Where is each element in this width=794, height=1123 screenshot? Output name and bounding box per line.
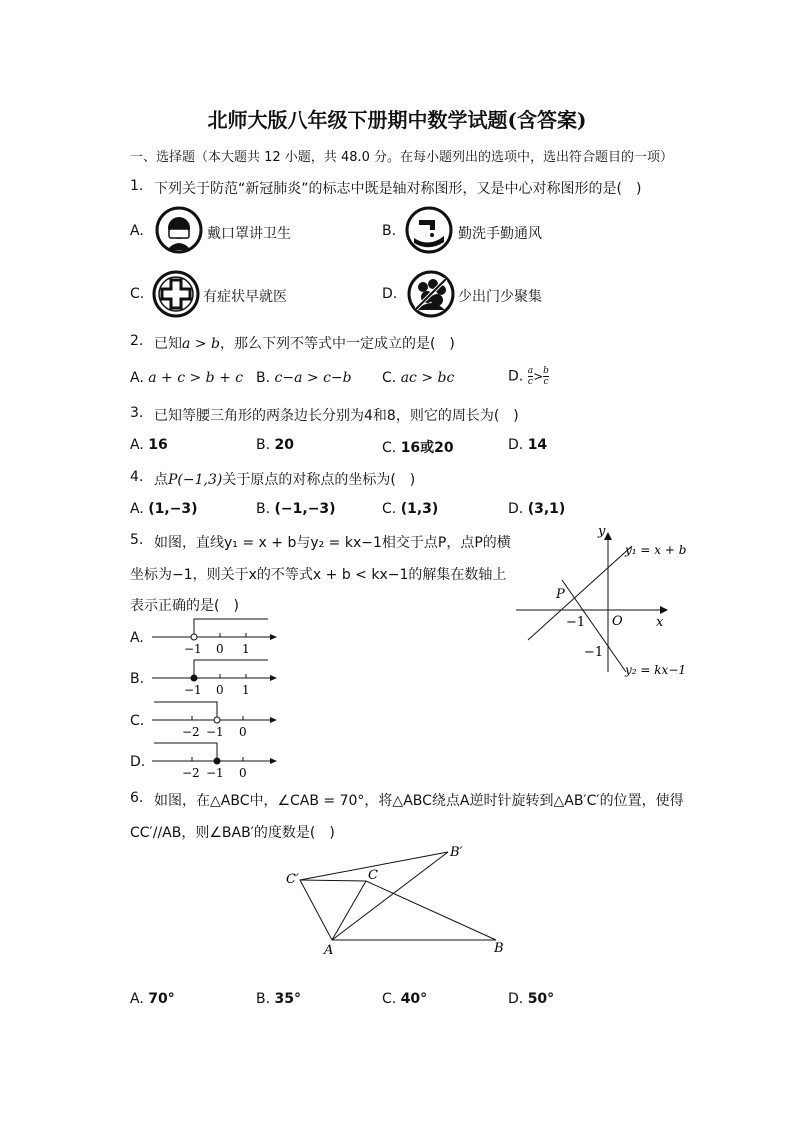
q2-number: 2.: [130, 333, 144, 349]
q2-option-b-letter: B.: [256, 370, 271, 386]
q4-option-d-letter: D.: [508, 501, 524, 517]
q2-option-b-text: c−a > c−b: [274, 370, 352, 386]
q6-option-d-text: 50°: [527, 991, 555, 1007]
q5-option-a-letter: A.: [130, 630, 144, 646]
frac1-num: a: [527, 366, 534, 376]
q3-option-a-letter: A.: [130, 437, 144, 453]
frac2-den: c: [543, 377, 549, 387]
q1-option-c-label: 有症状早就医: [203, 289, 287, 305]
tick-label: −1: [184, 683, 202, 697]
q2-option-c-letter: C.: [382, 370, 397, 386]
tick-label: −2: [182, 725, 200, 739]
q6-option-c: [382, 991, 427, 1007]
q6-option-b-text: 35°: [274, 991, 301, 1007]
q1-option-d-label: 少出门少聚集: [458, 289, 542, 305]
q6-option-a-letter: A.: [130, 991, 144, 1007]
tick-label: 0: [216, 683, 224, 697]
q5-number: 5.: [130, 532, 144, 548]
q2-option-b: [256, 370, 352, 386]
line-y1-label: y₁ = x + b: [625, 543, 687, 557]
point-a-label: A: [324, 943, 334, 958]
q1-option-a-label: 戴口罩讲卫生: [207, 226, 291, 242]
q5-option-a-number-line: [150, 615, 280, 657]
q5-coordinate-graph: [510, 522, 700, 682]
q4-option-a: [130, 501, 198, 517]
y-tick-label: −1: [584, 645, 604, 660]
q2-stem-math: a > b: [182, 336, 220, 352]
q2-option-c: [382, 370, 454, 386]
tick-label: −1: [206, 766, 224, 780]
q3-stem: 已知等腰三角形的两条边长分别为4和8，则它的周长为( ): [154, 408, 519, 424]
q2-option-a-text: a + c > b + c: [148, 370, 244, 386]
no-crowd-icon: [407, 270, 455, 318]
segment-cc1: [300, 880, 366, 881]
q3-number: 3.: [130, 405, 144, 421]
q4-option-c-text: (1,3): [400, 501, 439, 517]
q4-option-c-letter: C.: [382, 501, 397, 517]
tick-label: −1: [206, 725, 224, 739]
tick-label: 1: [242, 642, 250, 656]
q3-option-a: [130, 437, 168, 453]
q4-stem-math: P(−1,3): [168, 472, 223, 488]
q3-option-b-text: 20: [274, 437, 294, 453]
x-axis-arrow: [660, 606, 668, 614]
q3-option-d-letter: D.: [508, 437, 524, 453]
q5-option-b-letter: B.: [130, 671, 145, 687]
q3-option-b-letter: B.: [256, 437, 271, 453]
q3-option-a-text: 16: [148, 437, 168, 453]
q2-option-d-letter: D.: [508, 368, 524, 385]
q3-option-c-text: 16或20: [400, 440, 454, 456]
x-tick-label: −1: [566, 615, 586, 630]
q1-option-d-letter: D.: [382, 286, 398, 302]
q6-option-b-letter: B.: [256, 991, 271, 1007]
q2-option-d: [508, 366, 549, 387]
line-y2-label: y₂ = kx−1: [625, 663, 687, 677]
q2-stem-pre: 已知: [154, 336, 182, 352]
q2-option-d-frac2: [543, 366, 549, 387]
point-b1-label: B′: [450, 845, 463, 860]
tick-label: 1: [242, 683, 250, 697]
frac2-num: b: [543, 366, 549, 376]
q5-line1: 如图，直线y₁ = x + b与y₂ = kx−1相交于点P，点P的横: [154, 535, 511, 551]
q6-option-c-letter: C.: [382, 991, 397, 1007]
point-p-label: P: [556, 587, 565, 602]
frac1-den: c: [527, 377, 533, 387]
q2-stem: [154, 333, 455, 353]
q5-option-d-letter: D.: [130, 754, 146, 770]
q1-option-a-letter: A.: [130, 223, 144, 239]
q6-line2: CC′//AB，则∠BAB′的度数是( ): [130, 825, 335, 841]
q4-option-a-text: (1,−3): [148, 501, 198, 517]
q1-stem: 下列关于防范“新冠肺炎”的标志中既是轴对称图形，又是中心对称图形的是( ): [154, 181, 642, 197]
q4-number: 4.: [130, 469, 144, 485]
q1-option-c-letter: C.: [130, 286, 145, 302]
q4-option-b-letter: B.: [256, 501, 271, 517]
q6-option-a: [130, 991, 175, 1007]
q4-stem-post: 关于原点的对称点的坐标为( ): [222, 472, 416, 488]
q5-line2: 坐标为−1，则关于x的不等式x + b < kx−1的解集在数轴上: [130, 567, 507, 583]
tick-label: 0: [239, 725, 247, 739]
q3-option-d-text: 14: [527, 437, 548, 453]
q3-option-b: [256, 437, 294, 453]
q2-option-c-text: ac > bc: [400, 370, 455, 386]
q4-option-b-text: (−1,−3): [274, 501, 336, 517]
q4-option-d-text: (3,1): [527, 501, 566, 517]
point-b-label: B: [494, 941, 504, 956]
q6-option-d: [508, 991, 554, 1007]
q5-option-c-letter: C.: [130, 713, 145, 729]
q6-number: 6.: [130, 790, 144, 806]
q1-number: 1.: [130, 178, 144, 194]
q2-stem-post: ，那么下列不等式中一定成立的是( ): [219, 336, 455, 352]
q4-option-d: [508, 501, 565, 517]
y-axis-label: y: [598, 524, 606, 539]
mask-person-icon: [155, 206, 203, 254]
q2-option-a: [130, 370, 243, 386]
q5-option-b-number-line: [150, 656, 280, 698]
q6-option-b: [256, 991, 301, 1007]
q2-option-a-letter: A.: [130, 370, 144, 386]
triangle-ab1c1: [300, 852, 448, 940]
x-axis-label: x: [656, 615, 664, 630]
tick-label: 0: [239, 766, 247, 780]
medical-cross-icon: [152, 270, 200, 318]
q5-line3: 表示正确的是( ): [130, 598, 239, 614]
q6-option-c-text: 40°: [400, 991, 428, 1007]
origin-label: O: [612, 614, 623, 629]
q6-triangle-figure: [280, 838, 520, 968]
q3-option-c: [382, 437, 454, 457]
q5-option-d-number-line: [150, 739, 280, 781]
q6-line1: 如图，在△ABC中，∠CAB = 70°，将△ABC绕点A逆时针旋转到△AB′C′的位置，使得: [154, 793, 684, 809]
q5-option-c-number-line: [150, 698, 280, 740]
page-title: 北师大版八年级下册期中数学试题(含答案): [207, 108, 587, 132]
q6-option-d-letter: D.: [508, 991, 524, 1007]
q4-option-c: [382, 501, 438, 517]
q3-option-c-letter: C.: [382, 440, 397, 456]
q3-option-d: [508, 437, 547, 453]
q1-option-b-letter: B.: [382, 223, 397, 239]
tick-label: 0: [216, 642, 224, 656]
q4-option-b: [256, 501, 336, 517]
q2-option-d-rel: >: [533, 369, 544, 384]
triangle-abc: [332, 881, 496, 940]
q4-stem: [154, 469, 415, 489]
q4-stem-pre: 点: [154, 472, 168, 488]
hand-washing-icon: [405, 206, 453, 254]
tick-label: −2: [182, 766, 200, 780]
q1-option-b-label: 勤洗手勤通风: [458, 226, 542, 242]
point-c1-label: C′: [286, 872, 299, 887]
point-c-label: C: [368, 868, 378, 883]
q4-option-a-letter: A.: [130, 501, 144, 517]
q6-option-a-text: 70°: [148, 991, 175, 1007]
section-heading: 一、选择题（本大题共 12 小题，共 48.0 分。在每小题列出的选项中，选出符合题目的一项）: [130, 150, 674, 165]
tick-label: −1: [184, 642, 202, 656]
